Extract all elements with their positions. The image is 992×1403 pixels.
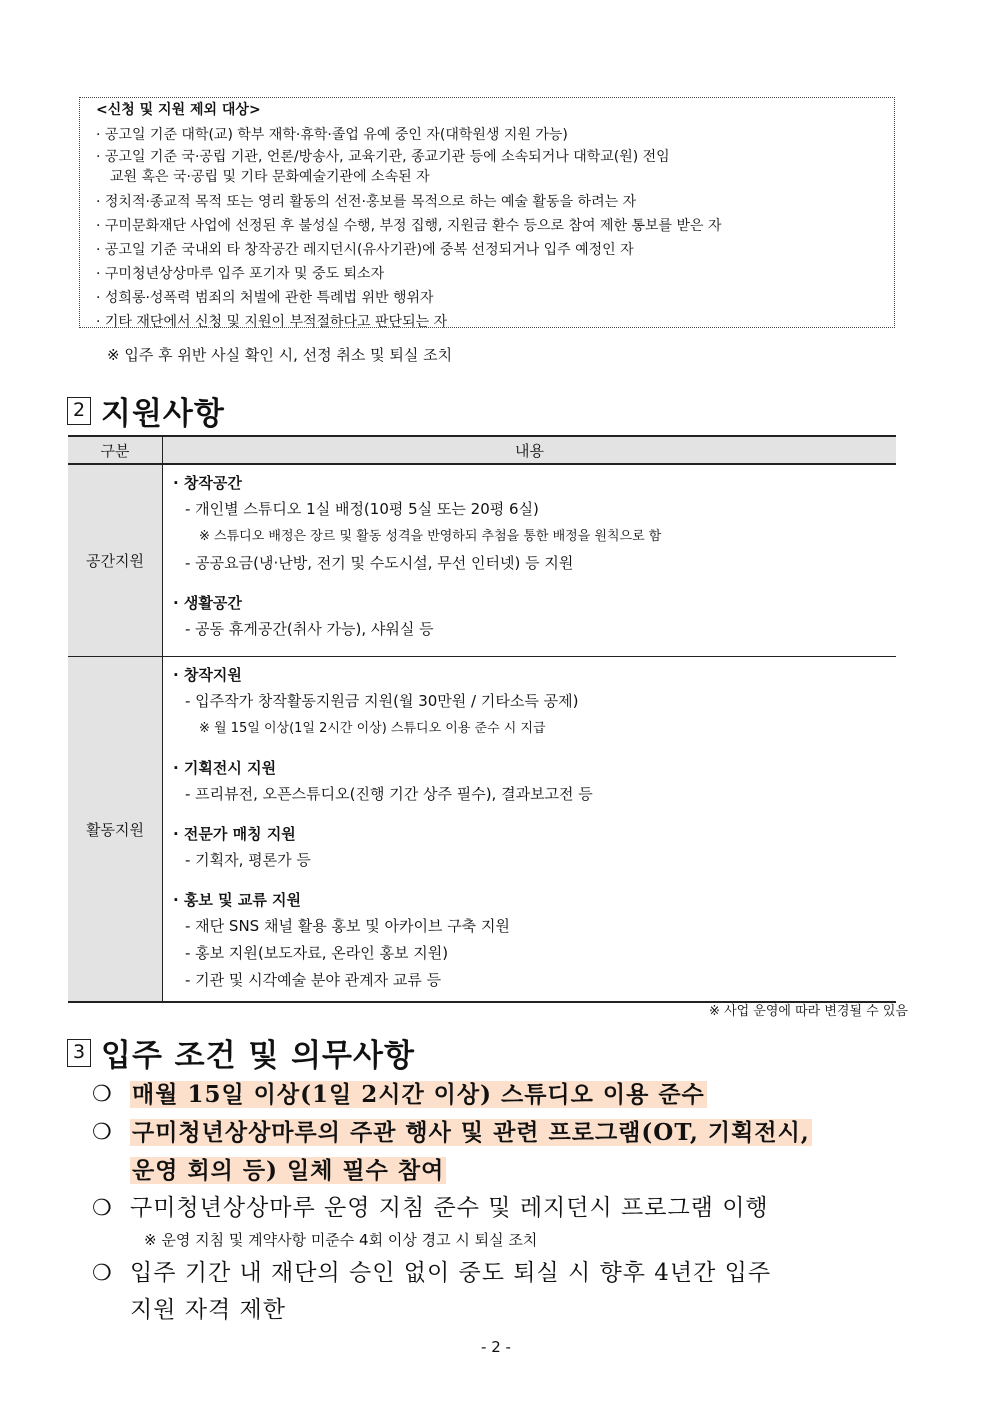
exclusion-item: · 공고일 기준 국내외 타 창작공간 레지던시(유사기관)에 중복 선정되거나 입주 예정인 자	[96, 242, 634, 258]
support-group	[173, 756, 896, 808]
group-line: - 기획자, 평론가 등	[185, 851, 311, 869]
group-line: - 프리뷰전, 오픈스튜디오(진행 기간 상주 필수), 결과보고전 등	[185, 785, 593, 803]
content-cell	[163, 657, 897, 1003]
list-item	[92, 1255, 892, 1329]
exclusion-item-continuation: 교원 혹은 국·공립 및 기타 문화예술기관에 소속된 자	[110, 169, 430, 185]
list-item	[92, 1076, 892, 1114]
table-header-row	[68, 436, 896, 464]
obligation-text: 구미청년상상마루 운영 지침 준수 및 레지던시 프로그램 이행	[130, 1195, 769, 1221]
support-table	[68, 435, 896, 1003]
obligation-note: ※ 운영 지침 및 계약사항 미준수 4회 이상 경고 시 퇴실 조치	[144, 1231, 538, 1249]
exclusion-item: · 기타 재단에서 신청 및 지원이 부적절하다고 판단되는 자	[96, 314, 448, 330]
circle-bullet-icon: ❍	[92, 1082, 112, 1107]
exclusion-item: · 공고일 기준 대학(교) 학부 재학·휴학·졸업 유예 중인 자(대학원생 지원 가능)	[96, 127, 568, 143]
table-note: ※ 사업 운영에 따라 변경될 수 있음	[709, 1004, 908, 1019]
page-number: - 2 -	[481, 1338, 511, 1356]
circle-bullet-icon: ❍	[92, 1261, 112, 1286]
group-title: · 홍보 및 교류 지원	[173, 891, 302, 909]
obligation-text: 운영 회의 등) 일체 필수 참여	[132, 1157, 445, 1184]
group-title: · 생활공간	[173, 594, 242, 612]
group-line: - 홍보 지원(보도자료, 온라인 홍보 지원)	[185, 944, 449, 962]
obligation-text: 지원 자격 제한	[130, 1297, 286, 1323]
group-line: - 공동 휴게공간(취사 가능), 샤워실 등	[185, 620, 434, 638]
group-line: - 공공요금(냉·난방, 전기 및 수도시설, 무선 인터넷) 등 지원	[185, 554, 574, 572]
table-row	[68, 464, 896, 657]
group-title: · 기획전시 지원	[173, 759, 277, 777]
table-row	[68, 657, 896, 1003]
section-number: 3	[67, 1039, 91, 1067]
exclusion-item: · 성희롱·성폭력 범죄의 처벌에 관한 특례법 위반 행위자	[96, 290, 434, 306]
list-item	[92, 1114, 892, 1190]
header-category: 구분	[68, 436, 163, 464]
exclusion-note: ※ 입주 후 위반 사실 확인 시, 선정 취소 및 퇴실 조치	[107, 346, 453, 364]
group-line: - 기관 및 시각예술 분야 관계자 교류 등	[185, 971, 442, 989]
exclusion-title: <신청 및 지원 제외 대상>	[96, 102, 261, 118]
group-title: · 창작지원	[173, 666, 242, 684]
support-group	[173, 471, 896, 577]
section-title: 지원사항	[101, 396, 225, 432]
obligations-list	[92, 1076, 892, 1329]
exclusion-item: · 구미청년상상마루 입주 포기자 및 중도 퇴소자	[96, 266, 385, 282]
support-group	[173, 888, 896, 994]
group-note: ※ 스튜디오 배정은 장르 및 활동 성격을 반영하되 추첨을 통한 배정을 원칙으로 함	[199, 529, 662, 544]
section-number: 2	[67, 397, 91, 425]
exclusion-item	[96, 147, 894, 187]
support-group	[173, 663, 896, 742]
obligation-text: 입주 기간 내 재단의 승인 없이 중도 퇴실 시 향후 4년간 입주	[130, 1260, 772, 1286]
group-line: - 입주작가 창작활동지원금 지원(월 30만원 / 기타소득 공제)	[185, 692, 579, 710]
group-line: - 재단 SNS 채널 활용 홍보 및 아카이브 구축 지원	[185, 917, 510, 935]
obligation-text: 매월 15일 이상(1일 2시간 이상) 스튜디오 이용 준수	[132, 1081, 705, 1108]
section-3-heading	[67, 1030, 415, 1075]
group-title: · 창작공간	[173, 474, 242, 492]
section-title: 입주 조건 및 의무사항	[101, 1038, 415, 1074]
exclusion-box	[79, 97, 895, 328]
category-cell: 활동지원	[68, 657, 163, 1003]
group-title: · 전문가 매칭 지원	[173, 825, 296, 843]
exclusion-item: · 정치적·종교적 목적 또는 영리 활동의 선전·홍보를 목적으로 하는 예술 활동을 하려는 자	[96, 194, 637, 210]
content-cell	[163, 464, 897, 657]
support-group	[173, 822, 896, 874]
list-item	[92, 1190, 892, 1227]
header-content: 내용	[163, 436, 897, 464]
group-line: - 개인별 스튜디오 1실 배정(10평 5실 또는 20평 6실)	[185, 500, 539, 518]
support-group	[173, 591, 896, 643]
exclusion-item: · 구미문화재단 사업에 선정된 후 불성실 수행, 부정 집행, 지원금 환수 등으로 참여 제한 통보를 받은 자	[96, 218, 722, 234]
circle-bullet-icon: ❍	[92, 1196, 112, 1221]
exclusion-item-line: · 공고일 기준 국·공립 기관, 언론/방송사, 교육기관, 종교기관 등에 소속되거나 대학교(원) 전임	[96, 149, 670, 165]
obligation-text: 구미청년상상마루의 주관 행사 및 관련 프로그램(OT, 기획전시,	[132, 1119, 810, 1146]
category-cell: 공간지원	[68, 464, 163, 657]
circle-bullet-icon: ❍	[92, 1120, 112, 1145]
section-2-heading	[67, 388, 225, 433]
group-note: ※ 월 15일 이상(1일 2시간 이상) 스튜디오 이용 준수 시 지급	[199, 721, 546, 736]
